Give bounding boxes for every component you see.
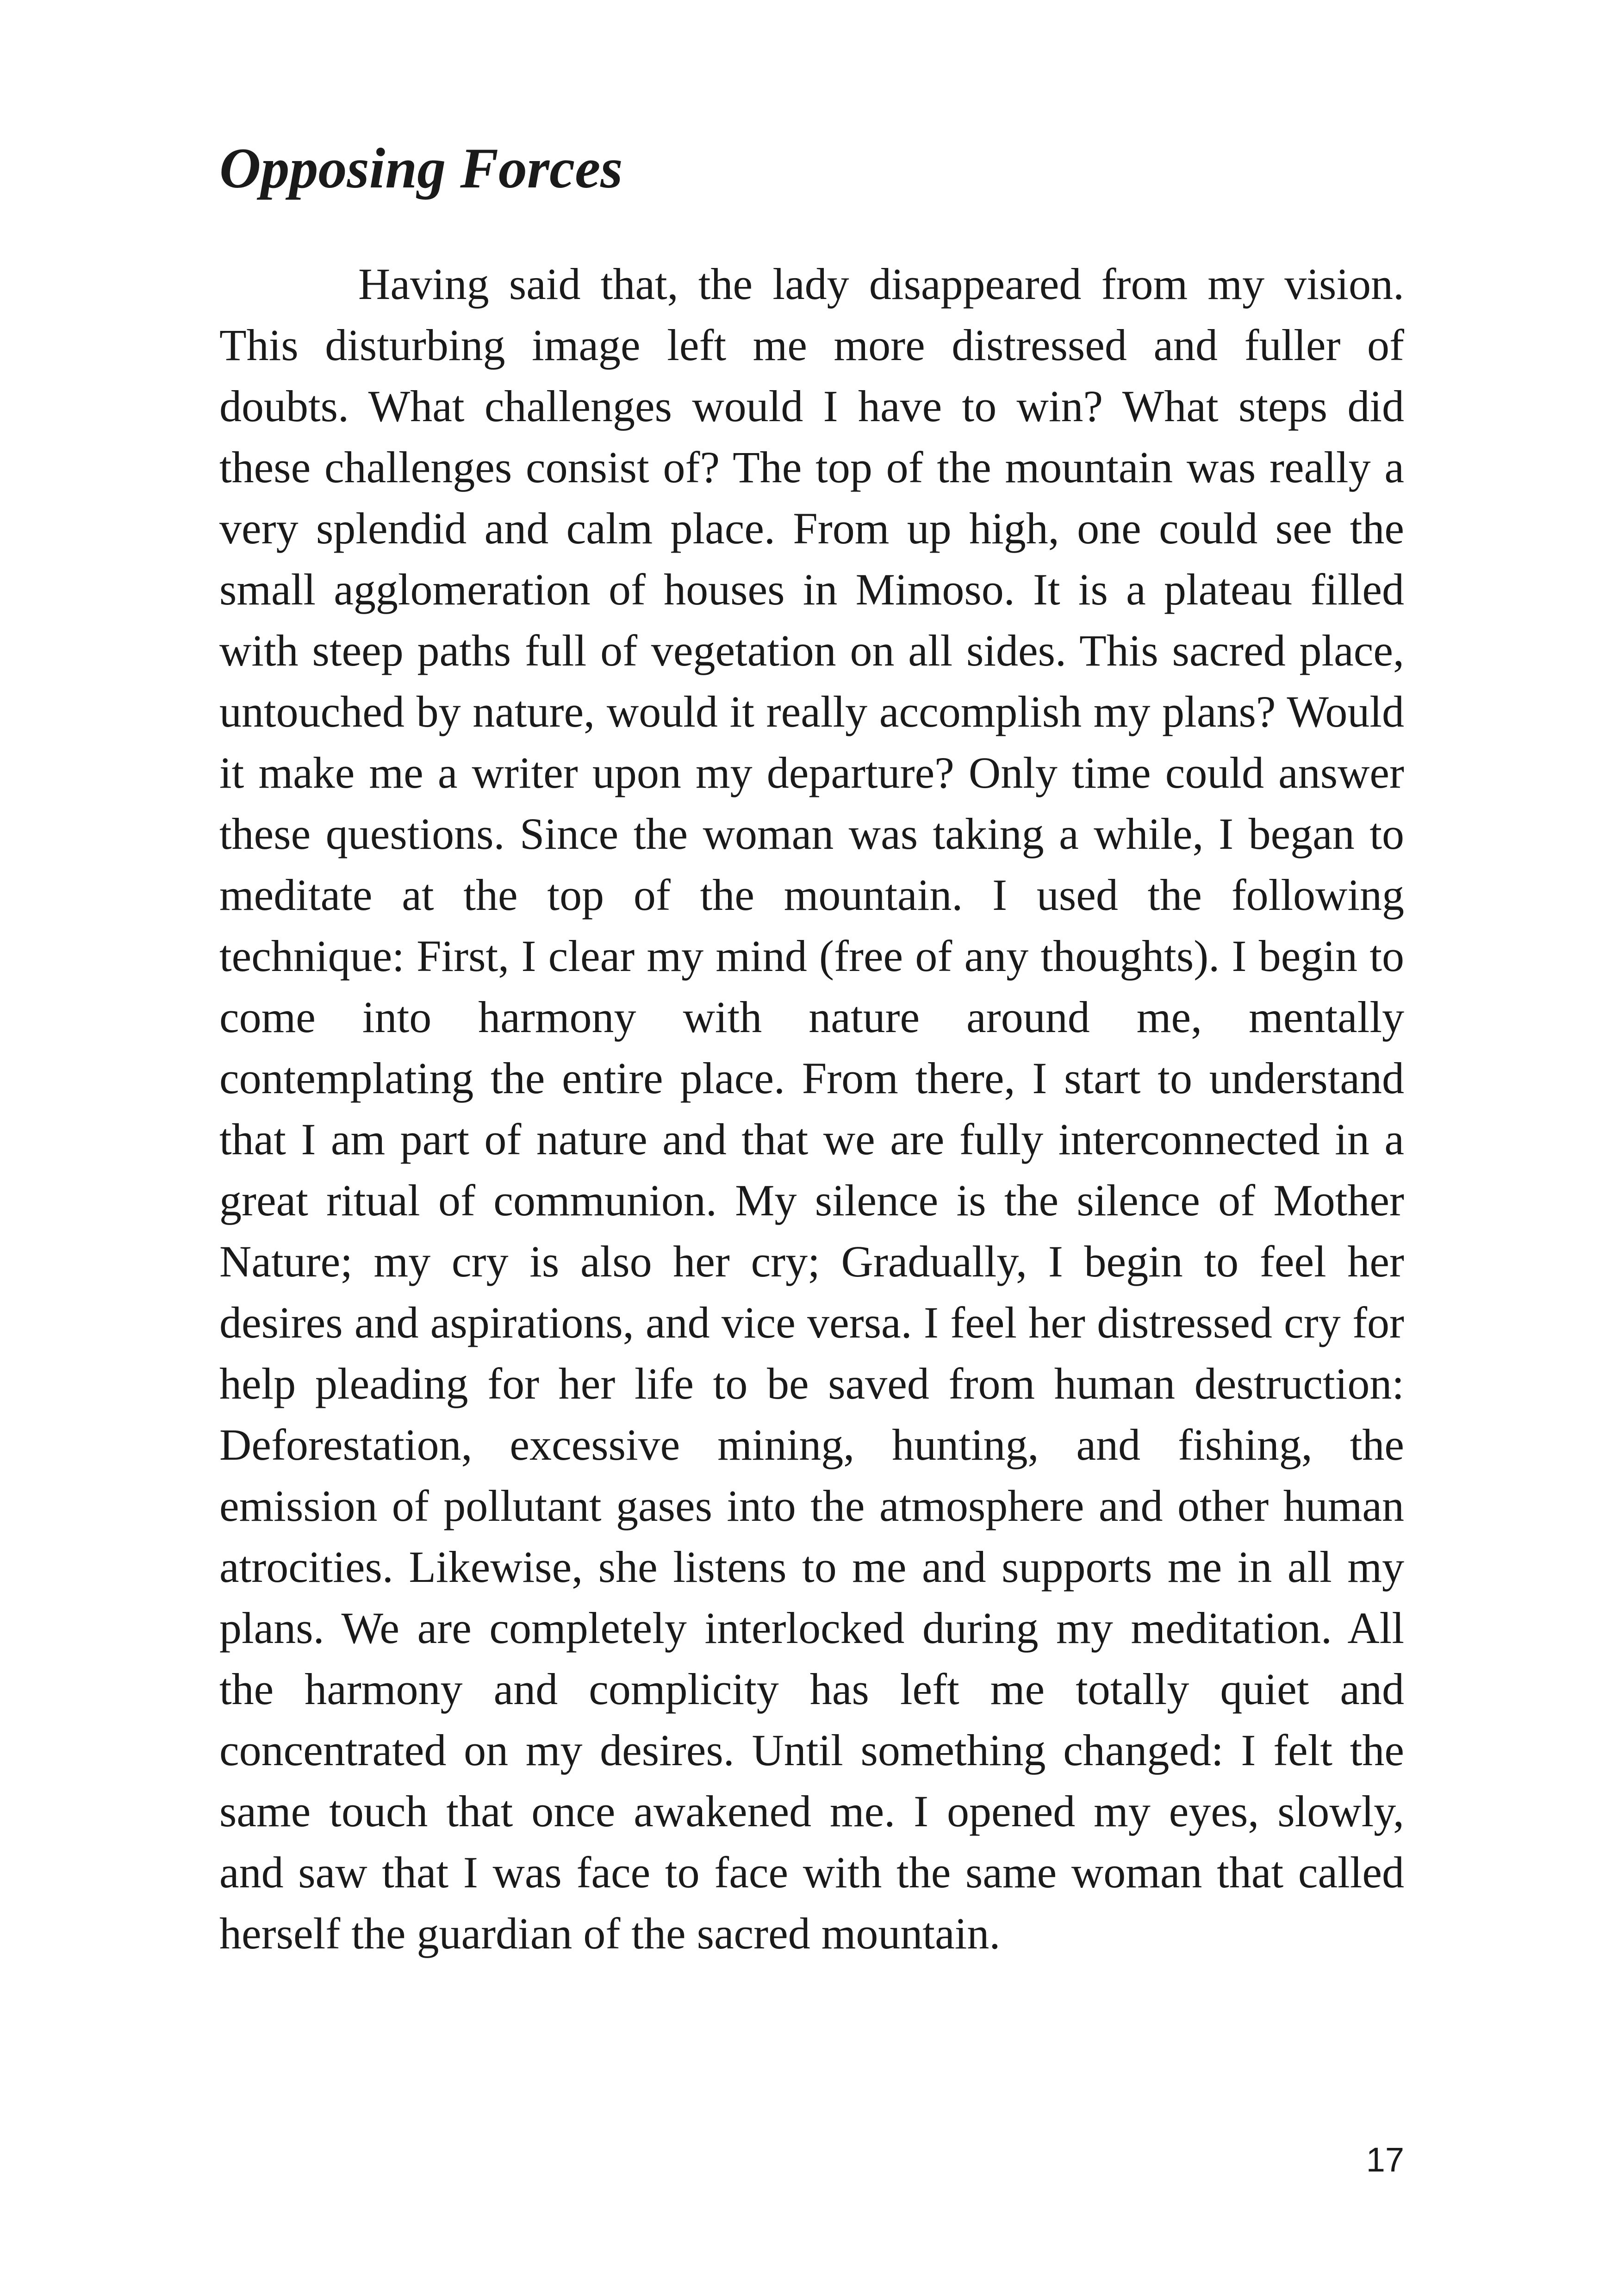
page-number: 17 xyxy=(1366,2140,1404,2179)
chapter-title: Opposing Forces xyxy=(219,137,623,200)
body-paragraph: Having said that, the lady disappeared from my vision. This disturbing image left me more distressed and fuller of doubts. What challenges would I have to win? What steps did these challenges consist of? The top of the mountain was really a very splendid and calm place. From up high, one could see the small agglomeration of houses in Mimoso. It is a plateau filled with steep paths full of vegetation on all sides. This sacred place, untouched by nature, would it really accomplish my plans? Would it make me a writer upon my departure? Only time could answer these questions. Since the woman was taking a while, I began to meditate at the top of the mountain. I used the following technique: First, I clear my mind (free of any thoughts). I begin to come into harmony with nature around me, mentally contemplating the entire place. From there, I start to understand that I am part of nature and that we are fully interconnected in a great ritual of communion. My silence is the silence of Mother Nature; my cry is also her cry; Gradually, I begin to feel her desires and aspirations, and vice versa. I feel her distressed cry for help pleading for her life to be saved from human destruction: Deforestation, excessive mining, hunting, and fishing, the emission of pollutant gases into the atmosphere and other human atrocities. Likewise, she listens to me and supports me in all my plans. We are completely interlocked during my meditation. All the harmony and complicity has left me totally quiet and concentrated on my desires. Until something changed: I felt the same touch that once awakened me. I opened my eyes, slowly, and saw that I was face to face with the same woman that called herself the guardian of the sacred mountain. xyxy=(219,259,1404,1958)
